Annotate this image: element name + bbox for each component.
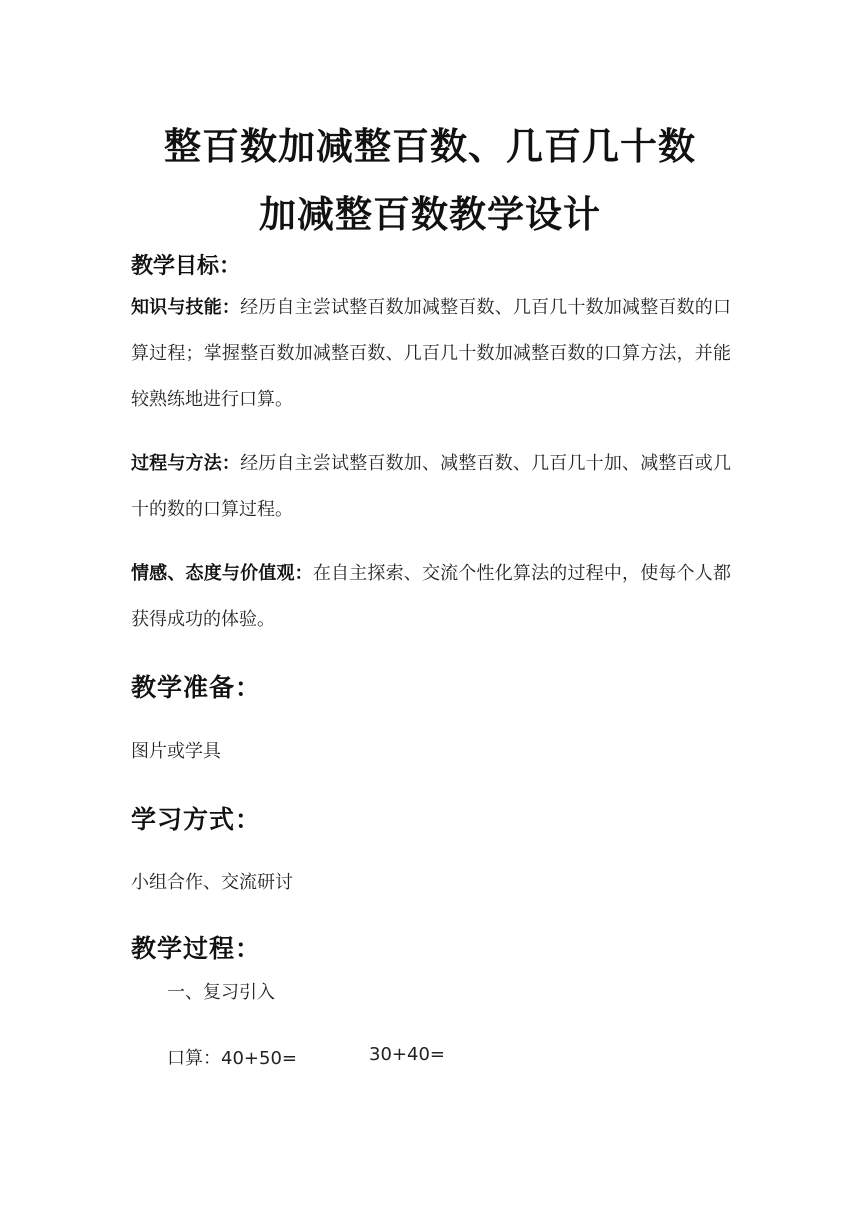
oral-calc-first [167,1044,297,1070]
knowledge-skills-label: 知识与技能： [131,297,241,318]
review-step-heading: 一、复习引入 [167,982,275,1003]
preparation-heading: 教学准备： [131,673,262,702]
process-method-text: 经历自主尝试整百数加、减整百数、几百几十加、减整百或几十的数的口算过程。 [131,453,731,520]
emotion-values-text: 在自主探索、交流个性化算法的过程中，使每个人都获得成功的体验。 [131,563,731,630]
knowledge-skills-paragraph [131,285,731,423]
knowledge-skills-text: 经历自主尝试整百数加减整百数、几百几十数加减整百数的口算过程；掌握整百数加减整百数、几百几十数加减整百数的口算方法，并能较熟练地进行口算。 [131,297,731,410]
document-title-line-2: 加减整百数教学设计 [259,193,601,236]
study-method-heading: 学习方式： [131,805,262,834]
teaching-process-heading: 教学过程： [131,934,262,963]
process-method-label: 过程与方法： [131,453,241,474]
preparation-text: 图片或学具 [131,741,221,762]
oral-calc-expr-1: 40+50= [221,1048,297,1069]
emotion-values-label: 情感、态度与价值观： [131,563,313,584]
objectives-heading: 教学目标： [131,254,242,279]
process-method-paragraph [131,441,731,533]
study-method-text: 小组合作、交流研讨 [131,872,293,893]
oral-calc-expr-2: 30+40= [369,1044,445,1065]
emotion-values-paragraph [131,551,731,643]
document-title-line-1: 整百数加减整百数、几百几十数 [164,125,696,168]
oral-calc-label: 口算： [167,1048,221,1069]
